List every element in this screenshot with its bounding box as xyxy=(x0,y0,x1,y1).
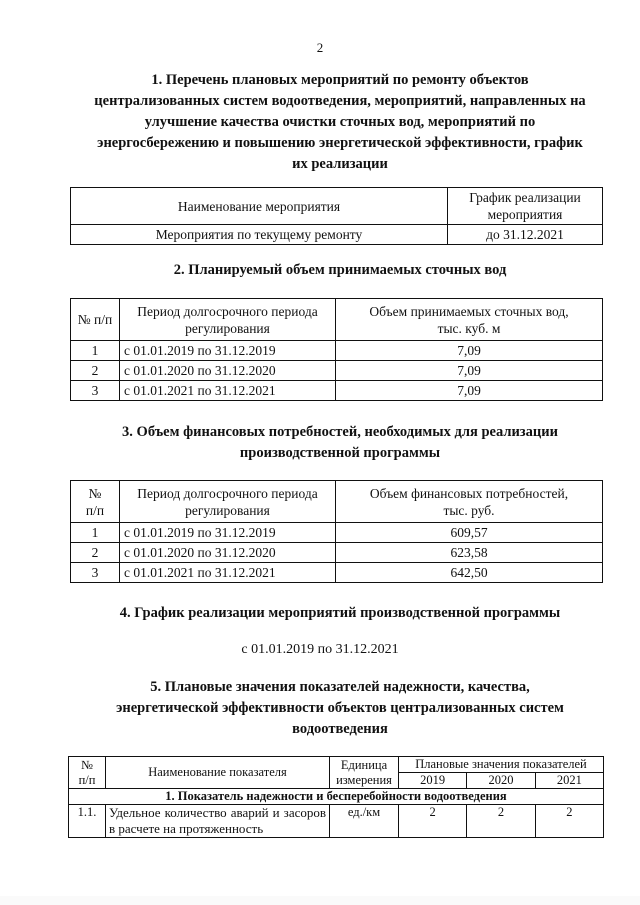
section5-title-line: 5. Плановые значения показателей надежности, качества, xyxy=(150,679,530,695)
section3-title-line: 3. Объем финансовых потребностей, необходимых для реализации xyxy=(122,424,558,440)
cell-2021: 2 xyxy=(535,805,603,838)
header-schedule-line: График реализации xyxy=(469,190,581,205)
cell-2020: 2 xyxy=(467,805,535,838)
cell-value: 7,09 xyxy=(336,381,603,401)
page-bottom-edge xyxy=(0,896,640,905)
section2-table xyxy=(70,298,603,401)
cell-unit: ед./км xyxy=(330,805,399,838)
section4-title: 4. График реализации мероприятий производственной программы xyxy=(119,605,561,621)
header-planned: Плановые значения показателей xyxy=(399,757,604,773)
header-num-line: № xyxy=(81,757,93,772)
table-header-row xyxy=(71,188,603,225)
section5-title-line: водоотведения xyxy=(292,721,388,737)
header-volume xyxy=(336,481,603,523)
group-title: 1. Показатель надежности и бесперебойности водоотведения xyxy=(69,789,604,805)
cell-num: 2 xyxy=(71,543,120,563)
table-row xyxy=(71,543,603,563)
table-row xyxy=(71,381,603,401)
cell-period: с 01.01.2019 по 31.12.2019 xyxy=(120,523,336,543)
cell-value: 609,57 xyxy=(336,523,603,543)
section1-title-line: улучшение качества очистки сточных вод, мероприятий по xyxy=(144,114,536,130)
cell-num: 3 xyxy=(71,381,120,401)
header-year-2020: 2020 xyxy=(467,773,535,789)
table-group-row xyxy=(69,789,604,805)
section1-table xyxy=(70,187,603,245)
page-number: 2 xyxy=(316,40,324,55)
header-num-line: п/п xyxy=(78,772,96,787)
section3-title-line: производственной программы xyxy=(239,445,441,461)
cell-name: Мероприятия по текущему ремонту xyxy=(71,225,448,245)
header-volume-line: тыс. руб. xyxy=(443,502,495,518)
table-row xyxy=(71,225,603,245)
section5-title-line: энергетической эффективности объектов централизованных систем xyxy=(116,700,564,716)
table-header-row xyxy=(69,757,604,773)
header-unit-line: Единица xyxy=(340,757,388,772)
header-period-line: Период долгосрочного периода xyxy=(137,303,318,319)
header-volume xyxy=(336,299,603,341)
section2-title: 2. Планируемый объем принимаемых сточных вод xyxy=(173,262,507,278)
table-header-row xyxy=(71,481,603,523)
header-schedule-line: мероприятия xyxy=(487,207,563,222)
table-row xyxy=(71,523,603,543)
header-period xyxy=(120,299,336,341)
header-num: № п/п xyxy=(71,299,120,341)
cell-value: 7,09 xyxy=(336,341,603,361)
table-row xyxy=(71,361,603,381)
table-header-row xyxy=(71,299,603,341)
cell-period: с 01.01.2021 по 31.12.2021 xyxy=(120,381,336,401)
header-num-line: п/п xyxy=(85,502,105,518)
cell-value: 7,09 xyxy=(336,361,603,381)
header-volume-line: тыс. куб. м xyxy=(437,320,501,336)
header-unit xyxy=(330,757,399,789)
section4-period: с 01.01.2019 по 31.12.2021 xyxy=(241,642,399,657)
header-period-line: регулирования xyxy=(185,320,270,336)
cell-num: 2 xyxy=(71,361,120,381)
cell-num: 1.1. xyxy=(69,805,106,838)
cell-2019: 2 xyxy=(399,805,467,838)
cell-value: 623,58 xyxy=(336,543,603,563)
section1-title xyxy=(60,70,620,175)
header-period-line: регулирования xyxy=(185,502,270,518)
cell-period: с 01.01.2020 по 31.12.2020 xyxy=(120,543,336,563)
section5-table xyxy=(68,756,604,838)
header-num xyxy=(69,757,106,789)
cell-name: Удельное количество аварий и засоров в расчете на протяженность xyxy=(106,805,330,838)
cell-num: 1 xyxy=(71,341,120,361)
table-row xyxy=(69,805,604,838)
cell-num: 1 xyxy=(71,523,120,543)
header-year-2019: 2019 xyxy=(399,773,467,789)
section1-title-line: 1. Перечень плановых мероприятий по ремонту объектов xyxy=(151,72,529,88)
cell-period: с 01.01.2020 по 31.12.2020 xyxy=(120,361,336,381)
table-row xyxy=(71,563,603,583)
section3-table xyxy=(70,480,603,583)
table-row xyxy=(71,341,603,361)
cell-period: с 01.01.2019 по 31.12.2019 xyxy=(120,341,336,361)
section1-title-line: их реализации xyxy=(292,156,388,172)
header-volume-line: Объем принимаемых сточных вод, xyxy=(369,303,569,319)
header-num xyxy=(71,481,120,523)
header-name: Наименование показателя xyxy=(106,757,330,789)
header-year-2021: 2021 xyxy=(535,773,603,789)
section5-title xyxy=(60,677,620,740)
cell-value: 642,50 xyxy=(336,563,603,583)
cell-period: с 01.01.2021 по 31.12.2021 xyxy=(120,563,336,583)
section1-title-line: централизованных систем водоотведения, мероприятий, направленных на xyxy=(94,93,586,109)
header-period xyxy=(120,481,336,523)
header-num-line: № xyxy=(88,485,102,501)
cell-schedule: до 31.12.2021 xyxy=(448,225,603,245)
header-unit-line: измерения xyxy=(336,772,392,787)
section3-title xyxy=(60,422,620,464)
cell-num: 3 xyxy=(71,563,120,583)
header-period-line: Период долгосрочного периода xyxy=(137,485,318,501)
header-schedule xyxy=(448,188,603,225)
header-name: Наименование мероприятия xyxy=(71,188,448,225)
section1-title-line: энергосбережению и повышению энергетической эффективности, график xyxy=(97,135,583,151)
header-volume-line: Объем финансовых потребностей, xyxy=(369,485,569,501)
